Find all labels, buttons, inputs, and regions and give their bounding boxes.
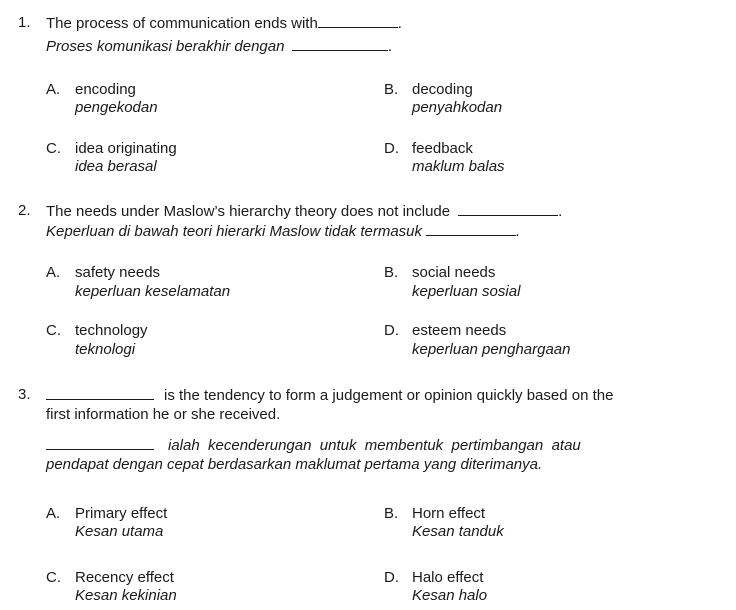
question-text-english-cont: first information he or she received. [46, 406, 281, 423]
option-text-english: technology [75, 322, 148, 339]
question-number: 1. [18, 14, 31, 31]
option-text-malay: keperluan keselamatan [75, 283, 231, 300]
option-text-malay: keperluan sosial [412, 283, 521, 300]
answer-blank [292, 37, 388, 51]
option-letter: C. [46, 140, 61, 157]
answer-blank [318, 14, 398, 28]
option-text-english: esteem needs [412, 322, 507, 339]
answer-blank [426, 222, 516, 236]
question-text-english: The process of communication ends with . [46, 15, 402, 32]
question-text-malay: Proses komunikasi berakhir dengan . [46, 38, 393, 55]
option-text-malay: teknologi [75, 341, 136, 358]
option-text-english: Recency effect [75, 569, 174, 586]
option-letter: D. [384, 322, 399, 339]
option-text-english: Horn effect [412, 505, 486, 522]
option-text-english: feedback [412, 140, 473, 157]
option-text-malay: Kesan utama [75, 523, 164, 540]
option-text-malay: pengekodan [75, 99, 158, 116]
option-text-english: Primary effect [75, 505, 168, 522]
option-letter: B. [384, 505, 399, 522]
option-text-malay: keperluan penghargaan [412, 341, 571, 358]
question-text-malay-cont: pendapat dengan cepat berdasarkan maklumat pertama yang diterimanya. [46, 456, 543, 473]
question-text-malay: Keperluan di bawah teori hierarki Maslow tidak termasuk . [46, 223, 521, 240]
option-text-malay: Kesan halo [412, 587, 488, 604]
option-letter: B. [384, 81, 399, 98]
option-text-english: safety needs [75, 264, 161, 281]
answer-blank [46, 386, 154, 400]
option-text-english: idea originating [75, 140, 177, 157]
option-text-malay: Kesan tanduk [412, 523, 504, 540]
option-text-malay: Kesan kekinian [75, 587, 177, 604]
option-text-malay: maklum balas [412, 158, 505, 175]
option-text-malay: idea berasal [75, 158, 157, 175]
option-text-english: social needs [412, 264, 496, 281]
question-number: 2. [18, 202, 31, 219]
option-letter: C. [46, 322, 61, 339]
question-text-english: is the tendency to form a judgement or opinion quickly based on the [46, 386, 613, 405]
option-letter: C. [46, 569, 61, 586]
option-letter: D. [384, 569, 399, 586]
option-text-english: decoding [412, 81, 473, 98]
option-letter: A. [46, 505, 61, 522]
question-number: 3. [18, 386, 31, 403]
option-text-malay: penyahkodan [412, 99, 503, 116]
answer-blank [46, 436, 154, 450]
option-letter: B. [384, 264, 399, 281]
option-letter: D. [384, 140, 399, 157]
option-text-english: encoding [75, 81, 136, 98]
option-letter: A. [46, 81, 61, 98]
option-text-english: Halo effect [412, 569, 484, 586]
answer-blank [458, 202, 558, 216]
question-text-malay: ialah kecenderungan untuk membentuk pertimbangan atau [46, 436, 581, 455]
option-letter: A. [46, 264, 61, 281]
question-text-english: The needs under Maslow’s hierarchy theory does not include . [46, 203, 563, 220]
